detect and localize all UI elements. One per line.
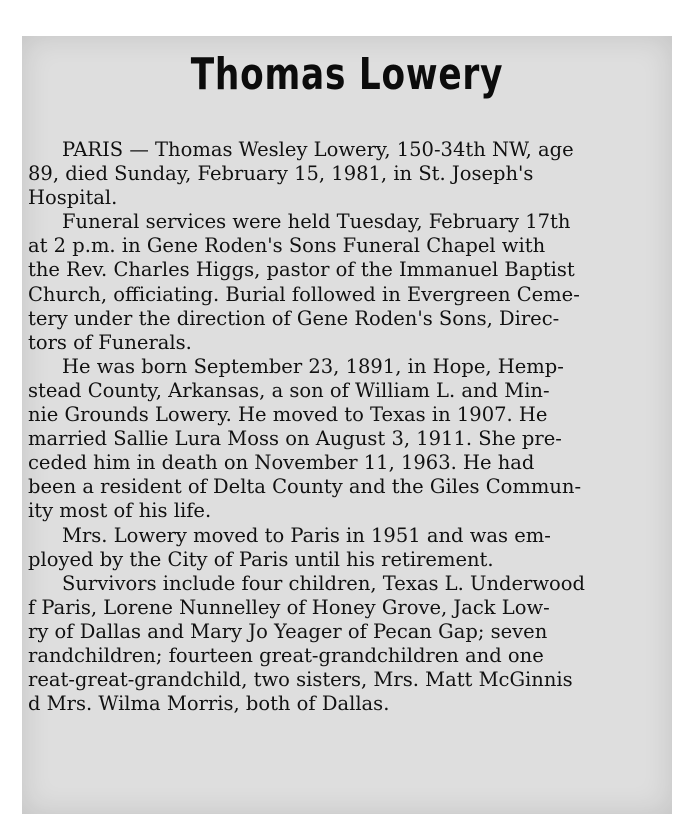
body-line: f Paris, Lorene Nunnelley of Honey Grove, Jack Low- [28, 595, 550, 619]
newspaper-clipping [22, 36, 672, 814]
body-line: 89, died Sunday, February 15, 1981, in St. Joseph's [28, 162, 534, 186]
body-line: tors of Funerals. [28, 330, 192, 354]
body-line: Hospital. [28, 186, 118, 210]
body-line: ceded him in death on November 11, 1963. He had [28, 451, 535, 475]
body-line: Funeral services were held Tuesday, February 17th [62, 210, 571, 234]
body-line: nie Grounds Lowery. He moved to Texas in 1907. He [28, 403, 548, 427]
body-line: PARIS — Thomas Wesley Lowery, 150-34th NW, age [62, 138, 574, 161]
body-line: the Rev. Charles Higgs, pastor of the Immanuel Baptist [28, 258, 575, 282]
body-line: He was born September 23, 1891, in Hope, Hemp- [62, 354, 564, 378]
body-line: randchildren; fourteen great-grandchildren and one [28, 643, 544, 667]
body-line: been a resident of Delta County and the Giles Commun- [28, 475, 582, 499]
body-line: at 2 p.m. in Gene Roden's Sons Funeral Chapel with [28, 234, 546, 258]
body-line: stead County, Arkansas, a son of William L. and Min- [28, 378, 550, 402]
body-line: Survivors include four children, Texas L. Underwood [62, 571, 585, 595]
obituary-body [28, 138, 672, 716]
body-line: Mrs. Lowery moved to Paris in 1951 and was em- [62, 523, 551, 547]
body-line: married Sallie Lura Moss on August 3, 1911. She pre- [28, 427, 562, 451]
body-line: tery under the direction of Gene Roden's Sons, Direc- [28, 306, 560, 330]
body-line: ployed by the City of Paris until his retirement. [28, 547, 494, 571]
body-line: Church, officiating. Burial followed in Evergreen Ceme- [28, 282, 580, 306]
body-line: ry of Dallas and Mary Jo Yeager of Pecan Gap; seven [28, 619, 548, 643]
body-line: d Mrs. Wilma Morris, both of Dallas. [28, 692, 390, 716]
body-line: reat-great-grandchild, two sisters, Mrs. Matt McGinnis [28, 668, 573, 692]
body-line: ity most of his life. [28, 499, 212, 523]
obituary-headline: Thomas Lowery [190, 49, 504, 100]
